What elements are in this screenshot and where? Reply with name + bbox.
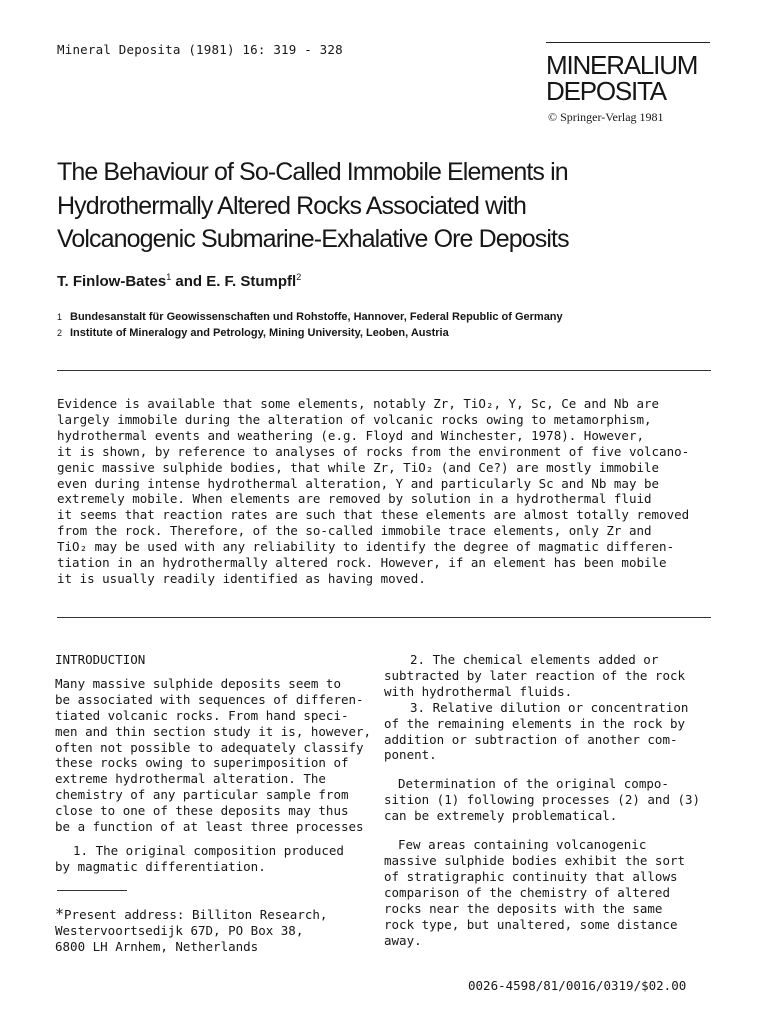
determination-paragraph: [384, 776, 714, 824]
body-line: tiated volcanic rocks. From hand speci-: [55, 707, 349, 723]
copyright-notice: © Springer-Verlag 1981: [548, 110, 664, 124]
affiliation-text: Institute of Mineralogy and Petrology, Mining University, Leoben, Austria: [70, 327, 449, 339]
author-name: T. Finlow-Bates: [57, 273, 167, 290]
author-name: E. F. Stumpfl: [206, 273, 297, 290]
body-line: 2. The chemical elements added or: [410, 652, 659, 667]
body-line: away.: [384, 932, 422, 948]
article-title: [57, 156, 717, 257]
body-line: of stratigraphic continuity that allows: [384, 868, 678, 884]
body-line: extreme hydrothermal alteration. The: [55, 771, 326, 787]
body-line: sition (1) following processes (2) and (3): [384, 792, 701, 808]
abstract-line: tiation in an hydrothermally altered rock. However, if an element has been mobile: [57, 555, 667, 571]
continuity-paragraph: [384, 837, 714, 948]
intro-paragraph: [55, 676, 375, 835]
abstract-line: it is usually readily identified as having moved.: [57, 570, 426, 586]
footnote-line: Westervoortsedijk 67D, PO Box 38,: [55, 923, 304, 938]
abstract-line: it seems that reaction rates are such that these elements are almost totally removed: [57, 507, 690, 523]
affiliation-number: 2: [57, 328, 63, 338]
affiliation-row: [57, 325, 563, 341]
body-line: rock type, but unaltered, some distance: [384, 916, 678, 932]
article-code: 0026-4598/81/0016/0319/$02.00: [468, 978, 687, 993]
body-line: Many massive sulphide deposits seem to: [55, 675, 341, 691]
body-line: can be extremely problematical.: [384, 808, 618, 824]
abstract-line: hydrothermal events and weathering (e.g. Floyd and Winchester, 1978). However,: [57, 427, 644, 443]
footnote-line: 6800 LH Arnhem, Netherlands: [55, 939, 259, 954]
abstract-line: extremely mobile. When elements are removed by solution in a hydrothermal fluid: [57, 491, 652, 507]
abstract-bottom-rule: [57, 617, 711, 618]
abstract: [57, 396, 717, 587]
body-line: chemistry of any particular sample from: [55, 787, 349, 803]
section-heading: INTRODUCTION: [55, 652, 146, 667]
body-line: be a function of at least three processes: [55, 819, 364, 835]
abstract-line: from the rock. Therefore, of the so-called immobile trace elements, only Zr and: [57, 523, 652, 539]
body-line: these rocks owing to superimposition of: [55, 755, 349, 771]
body-line: men and thin section study it is, however,: [55, 723, 372, 739]
abstract-top-rule: [57, 370, 711, 371]
affiliation-row: [57, 309, 563, 325]
footnote-line: [55, 906, 327, 923]
abstract-line: even during intense hydrothermal alteration, Y and particularly Sc and Nb may be: [57, 475, 660, 491]
abstract-line: genic massive sulphide bodies, that while Zr, TiO₂ (and Ce?) are mostly immobile: [57, 459, 660, 475]
affiliation-mark: 2: [296, 272, 302, 282]
footnote-text: Present address: Billiton Research,: [64, 907, 328, 922]
body-line: of the remaining elements in the rock by: [384, 715, 686, 731]
journal-name-line1: MINERALIUM: [546, 50, 698, 80]
body-line: by magmatic differentiation.: [55, 858, 266, 874]
body-line: ponent.: [384, 747, 437, 763]
body-line: with hydrothermal fluids.: [384, 683, 573, 699]
affiliation-mark: 1: [166, 272, 172, 282]
title-line: Volcanogenic Submarine-Exhalative Ore Deposits: [57, 225, 569, 253]
abstract-line: TiO₂ may be used with any reliability to identify the degree of magmatic differen-: [57, 539, 675, 555]
footnote-mark: *: [55, 905, 65, 923]
abstract-line: it is shown, by reference to analyses of rocks from the environment of five volcano-: [57, 443, 690, 459]
body-column-right: [384, 652, 714, 948]
abstract-line: largely immobile during the alteration of volcanic rocks owing to metamorphism,: [57, 411, 652, 427]
process-item-2: [384, 652, 714, 700]
body-line: rocks near the deposits with the same: [384, 900, 663, 916]
body-line: comparison of the chemistry of altered: [384, 884, 670, 900]
body-line: Determination of the original compo-: [398, 776, 669, 792]
body-column-left: [55, 652, 375, 875]
process-item-3: [384, 700, 714, 764]
body-line: 3. Relative dilution or concentration: [410, 699, 689, 715]
body-line: often not possible to adequately classify: [55, 739, 364, 755]
title-line: Hydrothermally Altered Rocks Associated with: [57, 191, 526, 220]
abstract-line: Evidence is available that some elements, notably Zr, TiO₂, Y, Sc, Ce and Nb are: [57, 396, 660, 411]
journal-citation: Mineral Deposita (1981) 16: 319 - 328: [57, 42, 343, 57]
author-list: [57, 272, 301, 290]
body-line: be associated with sequences of differen-: [55, 691, 364, 707]
body-line: addition or subtraction of another com-: [384, 731, 678, 747]
body-line: 1. The original composition produced: [73, 842, 344, 858]
author-joiner: and: [171, 273, 207, 290]
body-line: subtracted by later reaction of the rock: [384, 667, 686, 683]
body-line: close to one of these deposits may thus: [55, 803, 349, 819]
process-item-1: [55, 843, 375, 875]
title-line: The Behaviour of So-Called Immobile Elements in: [57, 158, 568, 186]
footnote-rule: [57, 890, 127, 891]
masthead-rule: [546, 42, 710, 43]
body-line: massive sulphide bodies exhibit the sort: [384, 852, 686, 868]
affiliation-text: Bundesanstalt für Geowissenschaften und Rohstoffe, Hannover, Federal Republic of Germany: [70, 311, 563, 323]
footnote: [55, 906, 327, 955]
affiliations: [57, 309, 563, 341]
journal-name-line2: DEPOSITA: [546, 76, 666, 106]
affiliation-number: 1: [57, 312, 63, 322]
body-line: Few areas containing volcanogenic: [398, 837, 647, 853]
